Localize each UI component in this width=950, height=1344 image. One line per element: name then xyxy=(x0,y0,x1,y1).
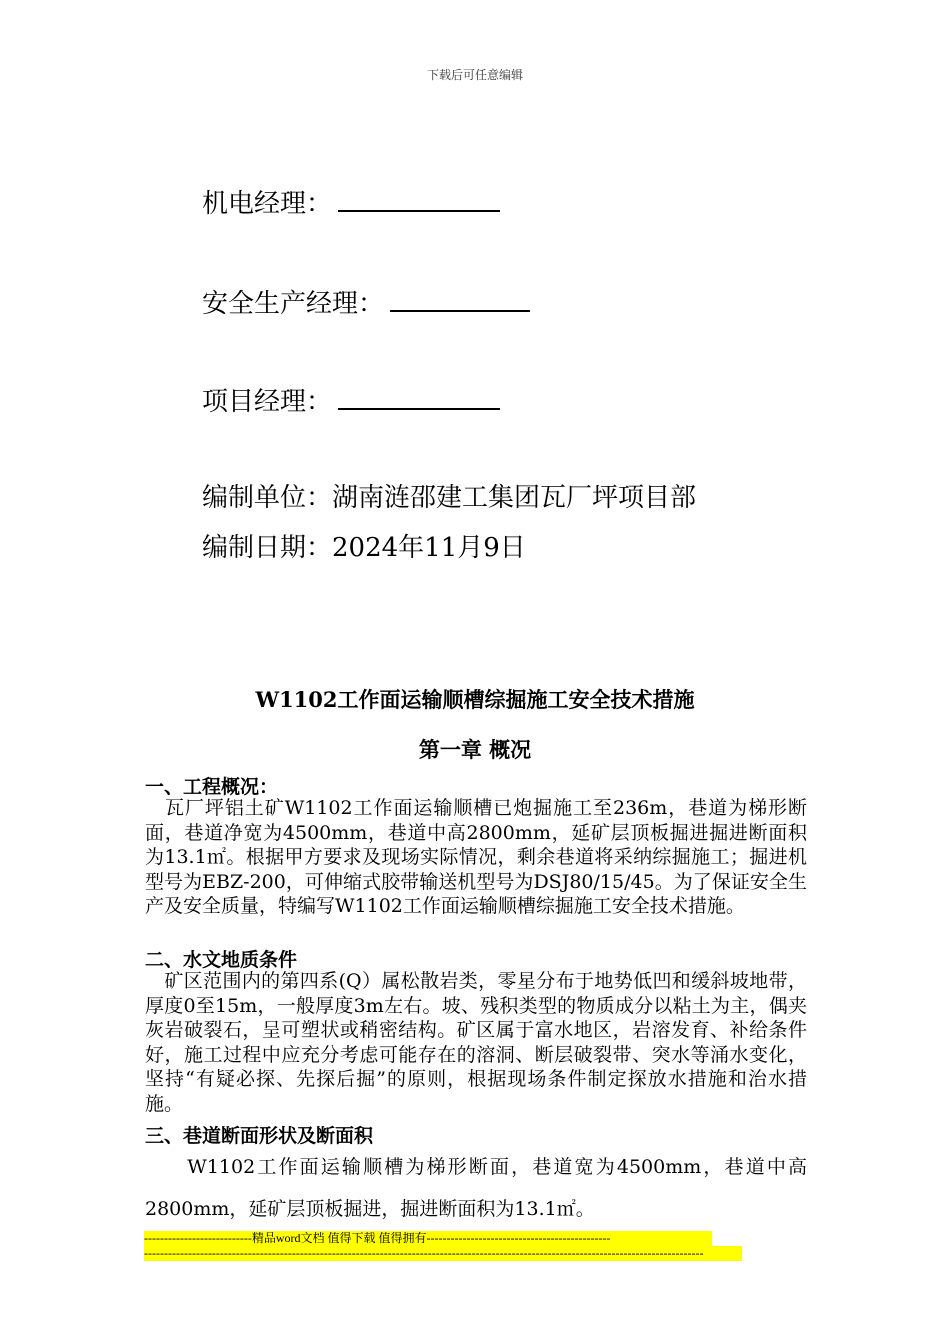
section-heading-overview: 一、工程概况： xyxy=(145,776,279,798)
safety-manager-blank xyxy=(390,284,530,312)
section-body-overview: 瓦厂坪铝土矿W1102工作面运输顺槽已炮掘施工至236m，巷道为梯形断面，巷道净宽为4500mm，巷道中高2800mm，延矿层顶板掘进掘进断面积为13.1㎡。根据甲方要求及现场实际情况，剩余巷道将采纳综掘施工；掘进机型号为EBZ-200，可伸缩式胶带输送机型号为DSJ80/15/45。为了保证安全生产及安全质量，特编写W1102工作面运输顺槽综掘施工安全技术措施。 xyxy=(145,797,807,917)
section-body-cross-section: W1102工作面运输顺槽为梯形断面，巷道宽为4500mm，巷道中高2800mm，延矿层顶板掘进，掘进断面积为13.1㎡。 xyxy=(145,1156,807,1220)
footer-banner-line1: ---------------------------精品word文档 值得下载 值得拥有---------------------------------------------- xyxy=(144,1231,712,1246)
project-manager-blank xyxy=(338,382,500,410)
project-manager-signature xyxy=(202,382,500,419)
compiling-unit: 编制单位：湖南涟邵建工集团瓦厂坪项目部 xyxy=(202,483,697,513)
project-manager-label: 项目经理： xyxy=(202,387,333,417)
section-body-hydrogeology: 矿区范围内的第四系(Q）属松散岩类，零星分布于地势低凹和缓斜坡地带，厚度0至15m，一般厚度3m左右。坡、残积类型的物质成分以粘土为主，偶夹灰岩破裂石，呈可塑状或稍密结构。矿区属于富水地区，岩溶发育、补给条件好，施工过程中应充分考虑可能存在的溶洞、断层破裂带、突水等涌水变化，坚持“有疑必探、先探后掘”的原则，根据现场条件制定探放水措施和治水措施。 xyxy=(145,970,807,1115)
header-note: 下载后可任意编辑 xyxy=(426,68,523,82)
section-heading-cross-section: 三、巷道断面形状及断面积 xyxy=(145,1125,374,1147)
compiling-date: 编制日期：2024年11月9日 xyxy=(202,533,526,563)
mech-manager-blank xyxy=(338,184,500,212)
chapter-title: 第一章 概况 xyxy=(418,737,532,762)
document-title: W1102工作面运输顺槽综掘施工安全技术措施 xyxy=(255,687,695,712)
section-heading-hydrogeology: 二、水文地质条件 xyxy=(145,949,298,971)
mech-manager-label: 机电经理： xyxy=(202,189,333,219)
footer-banner-line2: -------------------------------------------------------------------------------------------------------------------------------------------- xyxy=(144,1246,742,1261)
safety-manager-label: 安全生产经理： xyxy=(202,289,385,319)
safety-manager-signature xyxy=(202,284,530,321)
mech-manager-signature xyxy=(202,184,500,221)
